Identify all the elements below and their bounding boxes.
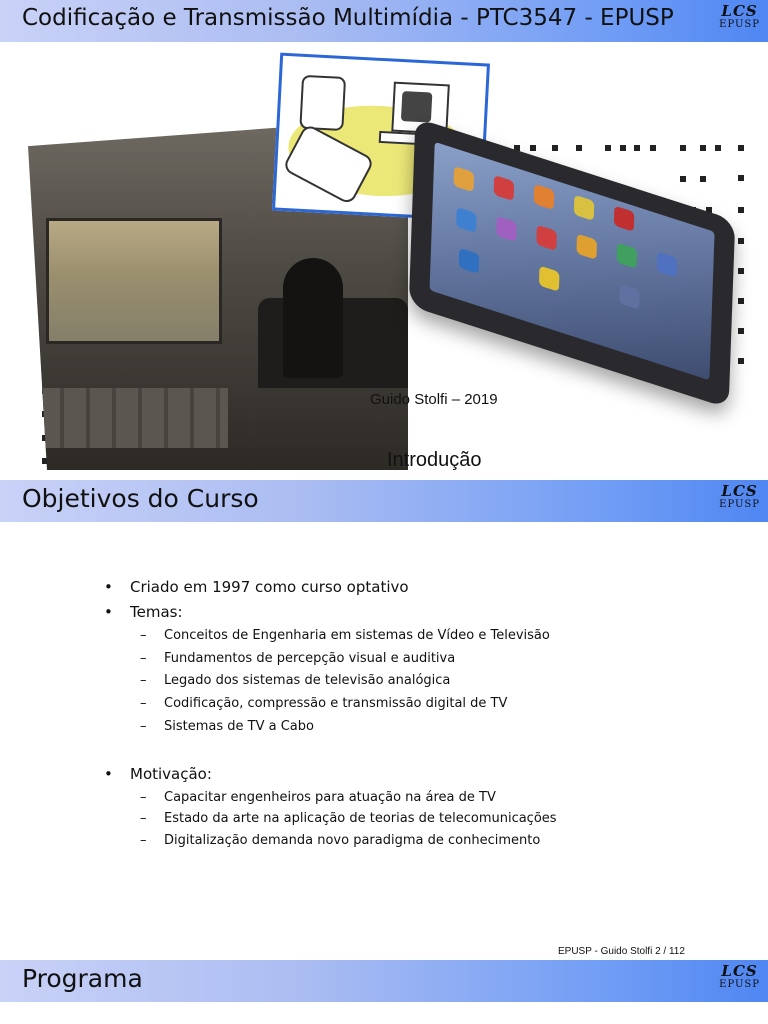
viewer-silhouette xyxy=(283,258,343,378)
slide1-title-bar xyxy=(0,0,768,42)
slide1-subtitle: Introdução xyxy=(387,449,482,471)
slide3-title: Programa xyxy=(22,964,143,993)
tablet-device xyxy=(409,118,735,409)
lcs-logo: LCS EPUSP xyxy=(719,2,760,30)
stage-screen xyxy=(46,218,222,344)
stone-wall xyxy=(38,388,228,448)
lcs-logo: LCS EPUSP xyxy=(719,482,760,510)
slide2-title: Objetivos do Curso xyxy=(22,484,259,513)
slide-footer: EPUSP - Guido Stolfi 2 / 112 xyxy=(558,946,685,957)
armchair-sketch xyxy=(299,75,346,131)
author-caption: Guido Stolfi – 2019 xyxy=(370,391,498,408)
lcs-logo: LCS EPUSP xyxy=(719,962,760,990)
tablet-photo xyxy=(402,138,752,420)
tablet-screen xyxy=(430,142,715,380)
slide2-title-bar xyxy=(0,480,768,522)
slide1-title: Codificação e Transmissão Multimídia - PTC3547 - EPUSP xyxy=(22,5,674,31)
slide3-title-bar xyxy=(0,960,768,1002)
